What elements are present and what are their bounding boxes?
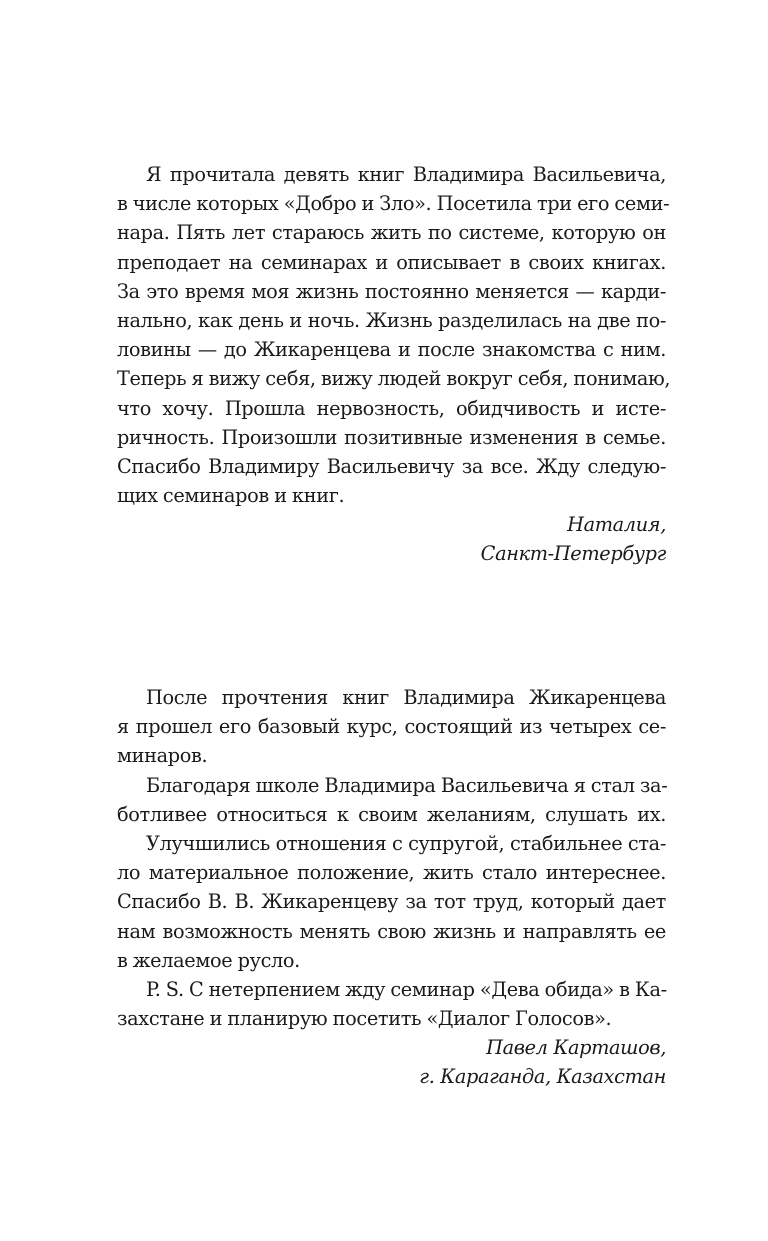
text-line: ричность. Произошли позитивные изменения в семье. <box>117 425 666 449</box>
text-line: в числе которых «Добро и Зло». Посетила три его семи- <box>117 192 670 216</box>
text-line: Я прочитала девять книг Владимира Васильевича, <box>146 163 666 186</box>
text-line: После прочтения книг Владимира Жикаренцева <box>146 686 666 709</box>
testimonial-2-paragraph-3 <box>117 829 666 975</box>
testimonial-1-paragraph-1 <box>117 160 671 510</box>
text-line: Спасибо Владимиру Васильевичу за все. Жду следую- <box>117 454 666 478</box>
author-location: г. Караганда, Казахстан <box>419 1065 666 1089</box>
text-line: Благодаря школе Владимира Васильевича я стал за- <box>146 773 668 797</box>
testimonial-2-signature <box>117 1033 666 1091</box>
testimonial-2-paragraph-1 <box>117 683 666 771</box>
text-line: нально, как день и ночь. Жизнь разделилась на две по- <box>117 308 666 332</box>
text-line: ботливее относиться к своим желаниям, слушать их. <box>117 802 666 826</box>
text-line: я прошел его базовый курс, состоящий из четырех се- <box>117 715 666 739</box>
author-location: Санкт-Петербург <box>480 542 666 566</box>
text-line: P. S. С нетерпением жду семинар «Дева обида» в Ка- <box>146 977 667 1001</box>
text-line: За это время моя жизнь постоянно меняется — карди- <box>117 279 666 303</box>
testimonial-2-paragraph-2 <box>117 771 666 829</box>
text-line: ло материальное положение, жить стало интереснее. <box>117 861 666 885</box>
text-line: преподает на семинарах и описывает в своих книгах. <box>117 250 666 274</box>
author-name: Наталия, <box>567 513 666 537</box>
text-line: минаров. <box>117 744 208 768</box>
testimonial-2-paragraph-4 <box>117 975 666 1033</box>
text-line: Спасибо В. В. Жикаренцеву за тот труд, который дает <box>117 890 666 914</box>
text-line: что хочу. Прошла нервозность, обидчивость и исте- <box>117 396 666 420</box>
testimonial-1 <box>117 160 671 569</box>
testimonial-1-signature <box>117 510 666 568</box>
text-line: Теперь я вижу себя, вижу людей вокруг себя, понимаю, <box>117 367 671 391</box>
text-line: нара. Пять лет стараюсь жить по системе, которую он <box>117 221 666 245</box>
text-line: Улучшились отношения с супругой, стабильнее ста- <box>146 831 666 855</box>
text-line: в желаемое русло. <box>117 948 300 972</box>
text-line: ловины — до Жикаренцева и после знакомства с ним. <box>117 338 666 362</box>
testimonial-2 <box>117 683 666 1092</box>
text-line: щих семинаров и книг. <box>117 484 345 508</box>
text-line: захстане и планирую посетить «Диалог Голосов». <box>117 1007 612 1031</box>
author-name: Павел Карташов, <box>486 1036 666 1060</box>
text-line: нам возможность менять свою жизнь и направлять ее <box>117 919 666 943</box>
